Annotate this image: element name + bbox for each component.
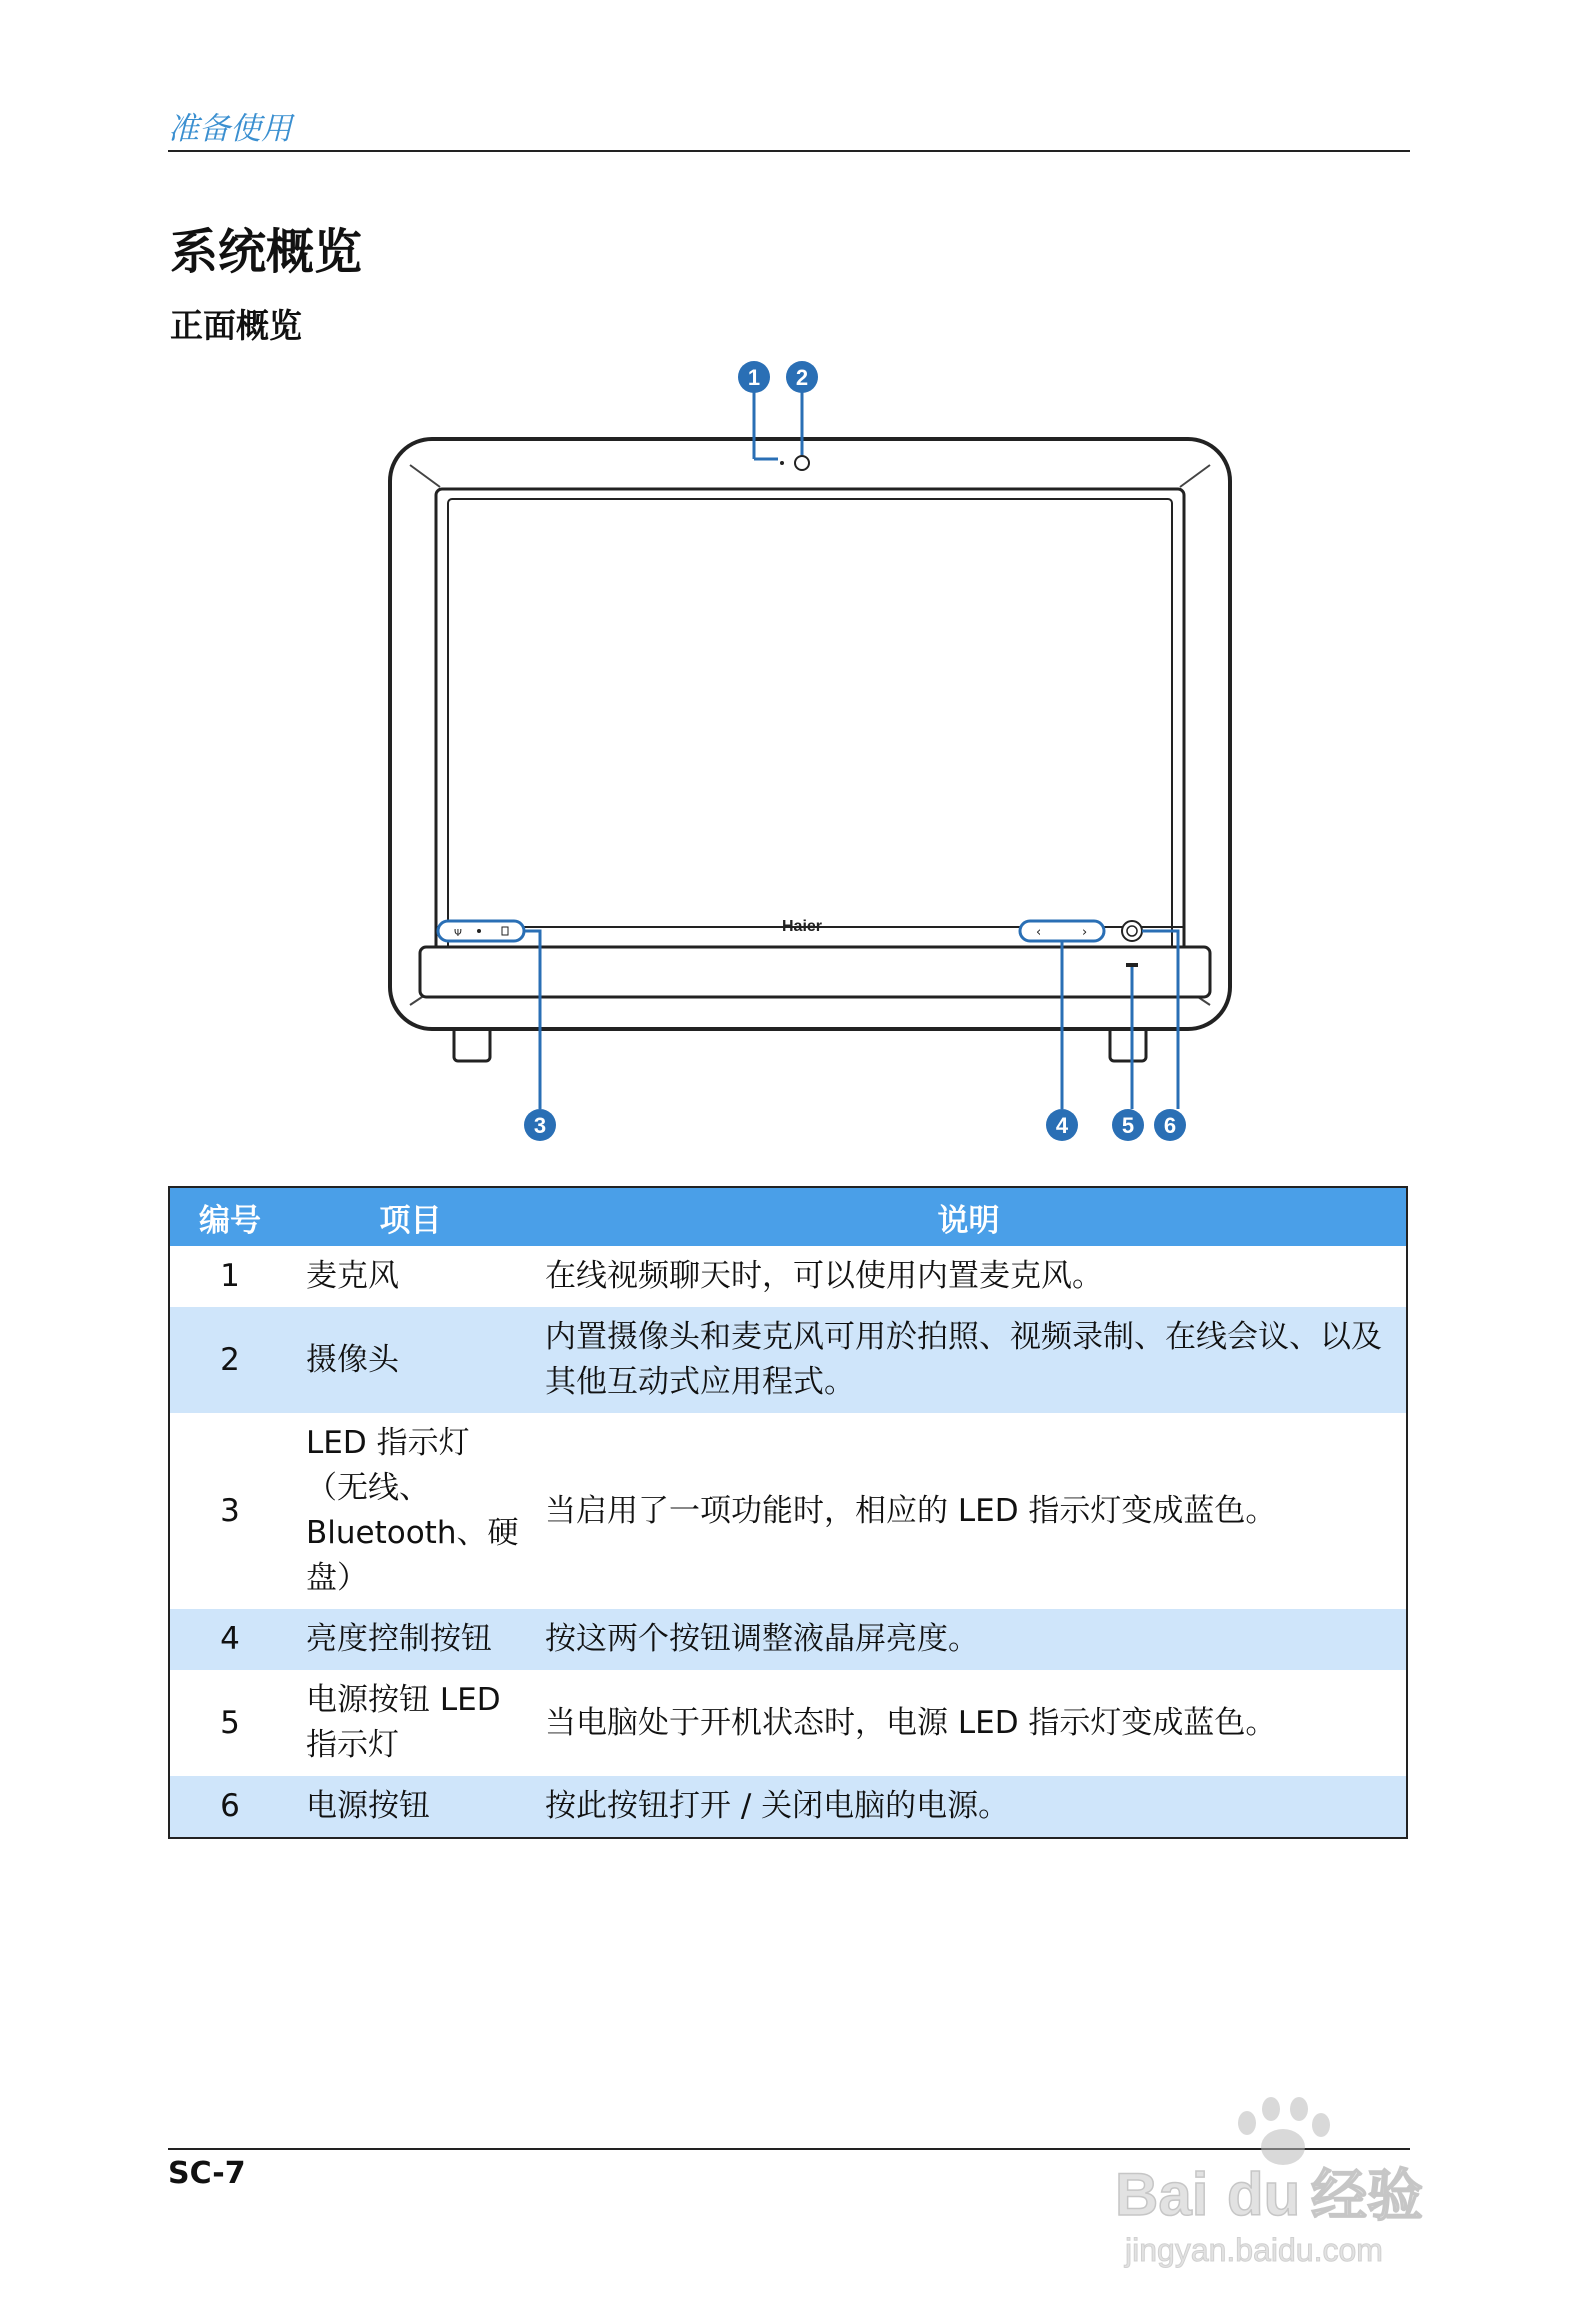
- row-item: 摄像头: [290, 1307, 531, 1413]
- svg-text:2: 2: [795, 365, 809, 390]
- svg-text:5: 5: [1121, 1113, 1135, 1138]
- page-title: 系统概览: [170, 224, 363, 280]
- page-number: SC-7: [168, 2156, 246, 2191]
- row-number: 2: [169, 1307, 290, 1413]
- brand-logo: Haier: [781, 918, 823, 935]
- paw-icon: [1238, 2097, 1330, 2165]
- svg-text:jingyan.baidu.com: jingyan.baidu.com: [1125, 2232, 1383, 2268]
- header-description: 说明: [531, 1187, 1407, 1246]
- table-row: [169, 1246, 1407, 1307]
- row-description: 当启用了一项功能时，相应的 LED 指示灯变成蓝色。: [545, 1492, 1277, 1529]
- row-description: 内置摄像头和麦克风可用於拍照、视频录制、在线会议、以及其他互动式应用程式。: [531, 1307, 1407, 1413]
- brightness-up-icon: ›: [1082, 925, 1088, 940]
- row-description: 按这两个按钮调整液晶屏亮度。: [531, 1609, 1407, 1670]
- table-header-row: [169, 1187, 1407, 1246]
- microphone-hole: [780, 461, 784, 465]
- svg-text:3: 3: [533, 1113, 547, 1138]
- row-number: 3: [220, 1492, 240, 1529]
- svg-text:1: 1: [747, 365, 761, 390]
- svg-text:经验: 经验: [1311, 2164, 1423, 2227]
- row-number: 1: [220, 1258, 240, 1294]
- bluetooth-led-icon: [477, 929, 481, 933]
- row-number: 6: [169, 1776, 290, 1838]
- row-item: 电源按钮 LED 指示灯: [306, 1682, 501, 1763]
- brightness-down-icon: ‹: [1036, 925, 1042, 940]
- svg-text:4: 4: [1055, 1113, 1069, 1138]
- power-led: [1126, 963, 1138, 967]
- wireless-led-icon: Ψ: [454, 928, 462, 939]
- screen-panel: [448, 499, 1172, 953]
- header-divider: [168, 150, 1410, 152]
- baidu-jingyan-watermark: [1115, 2085, 1495, 2285]
- table-row: [169, 1307, 1407, 1413]
- header-item: 项目: [290, 1187, 531, 1246]
- table-row: [169, 1609, 1407, 1670]
- section-header: 准备使用: [168, 111, 292, 147]
- svg-text:Bai: Bai: [1115, 2161, 1209, 2228]
- row-item: LED 指示灯（无线、Bluetooth、硬盘）: [306, 1425, 519, 1596]
- row-item: 麦克风: [306, 1258, 399, 1294]
- row-number: 5: [220, 1704, 240, 1741]
- table-row: [169, 1413, 1407, 1609]
- brightness-buttons: [1020, 921, 1104, 941]
- table-row: [169, 1670, 1407, 1776]
- svg-text:du: du: [1227, 2161, 1301, 2228]
- row-description: 当电脑处于开机状态时，电源 LED 指示灯变成蓝色。: [545, 1704, 1277, 1741]
- front-view-table: [168, 1186, 1408, 1839]
- table-row: [169, 1776, 1407, 1838]
- row-number: 4: [169, 1609, 290, 1670]
- camera-lens: [795, 456, 809, 470]
- power-button: [1122, 921, 1142, 941]
- section-subtitle: 正面概览: [170, 306, 302, 345]
- row-item: 电源按钮: [290, 1776, 531, 1838]
- svg-text:6: 6: [1163, 1113, 1177, 1138]
- monitor-front-diagram: [370, 355, 1250, 1155]
- row-item: 亮度控制按钮: [290, 1609, 531, 1670]
- row-description: 在线视频聊天时，可以使用内置麦克风。: [545, 1258, 1103, 1294]
- row-description: 按此按钮打开 / 关闭电脑的电源。: [531, 1776, 1407, 1838]
- header-number: 编号: [169, 1187, 290, 1246]
